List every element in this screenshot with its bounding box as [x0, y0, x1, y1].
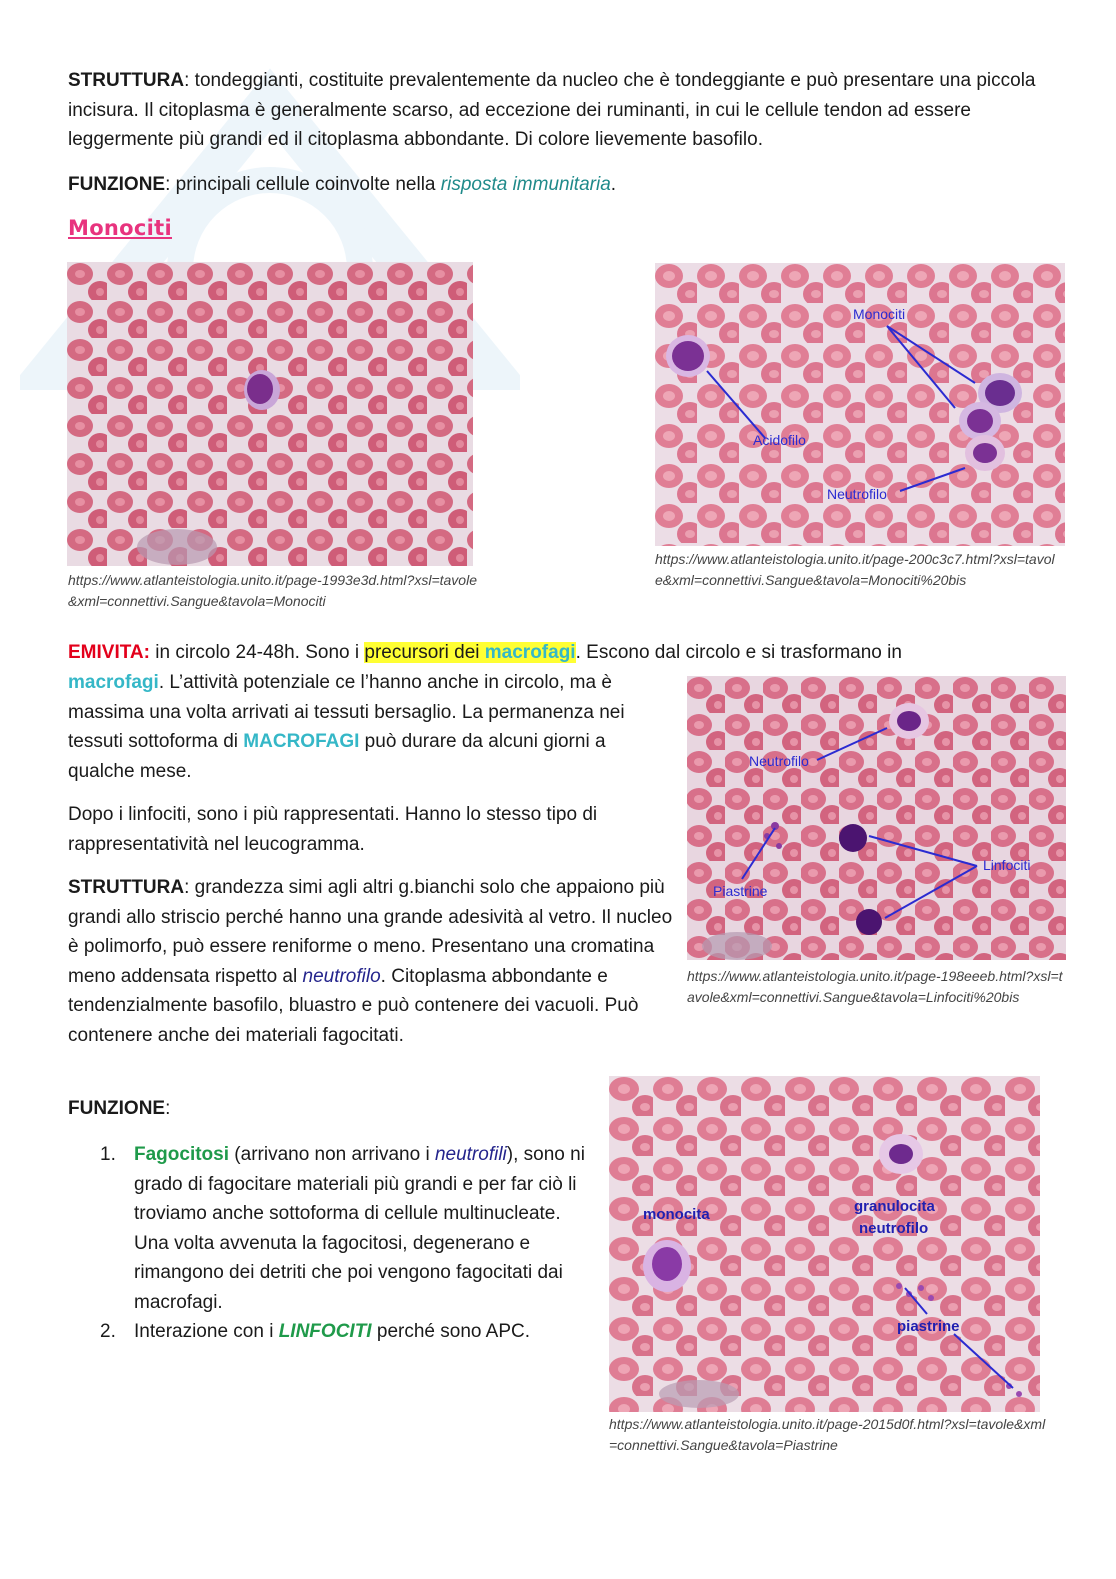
label-linfociti: Linfociti	[983, 857, 1031, 873]
funzione-label: FUNZIONE	[68, 174, 166, 195]
emivita-highlight-macrofagi: macrofagi	[484, 642, 576, 663]
label-neutrofilo-3: neutrofilo	[859, 1220, 929, 1237]
label-neutrofilo: Neutrofilo	[827, 486, 887, 502]
figure-monociti-1	[67, 262, 473, 566]
emivita-macrofagi: macrofagi	[68, 672, 159, 693]
emivita-text-4: . L’attività potenziale ce l’hanno anche in circolo, ma è massima una volta arrivati ai tessuti bersaglio. La permanenza nei tessuti sottoforma di	[68, 672, 625, 752]
funzione-end: .	[610, 174, 617, 195]
section-heading-monociti: Monociti	[68, 216, 172, 240]
linfociti-paragraph: Dopo i linfociti, sono i più rappresentati. Hanno lo stesso tipo di rappresentatività nel leucogramma.	[68, 804, 598, 855]
figure-piastrine	[609, 1076, 1040, 1412]
struttura-paragraph-2	[68, 873, 674, 1050]
list-number-2: 2.	[100, 1321, 116, 1342]
funzione-list	[100, 1140, 590, 1347]
label-acidofilo: Acidofilo	[753, 432, 806, 448]
list-item-2	[100, 1317, 590, 1347]
emivita-line-1	[68, 638, 1068, 668]
figure-2-caption: https://www.atlanteistologia.unito.it/page-200c3c7.html?xsl=tavole&xml=connettivi.Sangue&tavola=Monociti%20bis	[655, 551, 1055, 588]
emivita-text-1: in circolo 24-48h. Sono i	[149, 642, 365, 663]
risposta-immunitaria-link[interactable]: risposta immunitaria	[440, 174, 611, 195]
struttura-label: STRUTTURA	[68, 70, 185, 91]
funzione-label-2: FUNZIONE	[68, 1098, 166, 1119]
label-monocita: monocita	[643, 1206, 710, 1223]
figure-1-caption: https://www.atlanteistologia.unito.it/page-1993e3d.html?xsl=tavole&xml=connettivi.Sangue&tavola=Monociti	[68, 572, 477, 609]
list-item-2-text-c: perché sono APC.	[371, 1321, 531, 1342]
figure-linfociti	[687, 676, 1066, 960]
emivita-macrofagi-caps: MACROFAGI	[243, 731, 360, 752]
label-monociti: Monociti	[853, 306, 906, 322]
list-item-1	[100, 1140, 590, 1317]
emivita-label: EMIVITA:	[68, 642, 150, 663]
neutrofilo-link: neutrofilo	[302, 965, 381, 987]
blood-smear-image-2	[655, 263, 1065, 546]
funzione-colon: :	[165, 1098, 171, 1119]
figure-4-caption: https://www.atlanteistologia.unito.it/page-2015d0f.html?xsl=tavole&xml=connettivi.Sangue&tavola=Piastrine	[609, 1416, 1046, 1453]
blood-smear-image-1	[67, 262, 473, 566]
linfociti-term: LINFOCITI	[278, 1321, 372, 1342]
struttura-text: : tondeggianti, costituite prevalentemente da nucleo che è tondeggiante e può presentare una piccola incisura. Il citoplasma è generalmente scarso, ad eccezione dei ruminanti, in cui le cellule tendon ad essere leggermente più grandi ed il citoplasma abbondante. Di colore lievemente basofilo.	[68, 70, 1036, 150]
list-item-2-text-a: Interazione con i	[134, 1321, 279, 1342]
struttura-label-2: STRUTTURA	[68, 877, 185, 898]
struttura-text-2b: . Citoplasma abbondante e tendenzialmente basofilo, bluastro e può contenere dei vacuoli. Può contenere anche dei materiali fagocitati.	[68, 965, 639, 1046]
label-piastrine-2: piastrine	[897, 1318, 960, 1335]
blood-smear-image-4	[609, 1076, 1040, 1412]
label-neutrofilo-2: Neutrofilo	[749, 753, 809, 769]
label-granulocita: granulocita	[854, 1198, 935, 1215]
emivita-continued	[68, 668, 668, 786]
fagocitosi-term: Fagocitosi	[134, 1144, 230, 1165]
figure-3-caption: https://www.atlanteistologia.unito.it/page-198eeeb.html?xsl=tavole&xml=connettivi.Sangue&tavola=Linfociti%20bis	[687, 968, 1063, 1005]
emivita-text-6: può durare da alcuni giorni a qualche mese.	[68, 731, 606, 782]
list-item-1-text-d: ), sono ni grado di fagocitare materiali più grandi e per far ciò li troviamo anche sottoforma di cellule multinucleate. Una volta avvenuta la fagocitosi, degenerano e rimangono dei detriti che poi vengono fagocitati dai macrofagi.	[134, 1144, 585, 1313]
struttura-text-2a: : grandezza simi agli altri g.bianchi solo che appaiono più grandi allo striscio perché hanno una grande adesività al vetro. Il nucleo è polimorfo, può essere reniforme o meno. Presentano una cromatina meno addensata rispetto al	[68, 877, 673, 987]
list-number-1: 1.	[100, 1144, 116, 1165]
emivita-text-2: . Escono dal circolo e si trasformano in	[575, 642, 902, 663]
funzione-paragraph-2	[68, 1094, 368, 1124]
funzione-text: : principali cellule coinvolte nella	[165, 174, 441, 195]
emivita-highlight: precursori dei	[364, 642, 485, 663]
label-piastrine: Piastrine	[713, 883, 768, 899]
funzione-paragraph-1	[68, 170, 1048, 200]
blood-smear-image-3	[687, 676, 1066, 960]
list-item-1-text-b: (arrivano non arrivano i	[229, 1144, 435, 1165]
figure-monociti-2	[655, 263, 1065, 546]
struttura-paragraph-1	[68, 66, 1048, 155]
neutrofili-term: neutrofili	[434, 1144, 507, 1165]
